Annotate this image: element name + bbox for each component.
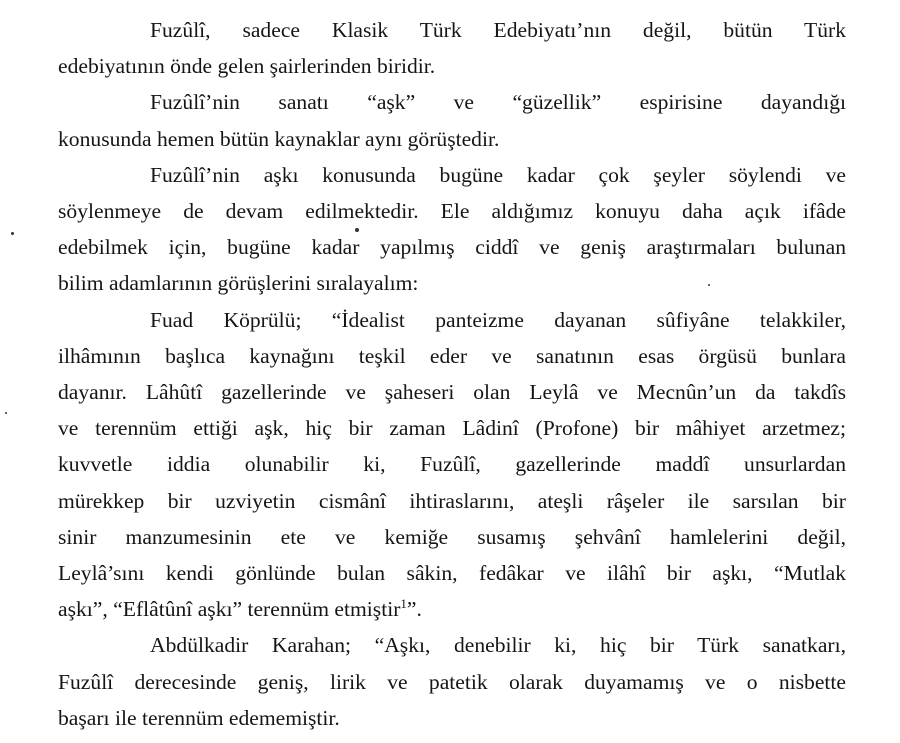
paragraph-line: Leylâ’sını kendi gönlünde bulan sâkin, fedâkar ve ilâhî bir aşkı, “Mutlak: [58, 561, 846, 586]
paragraph-line: Fuzûlî derecesinde geniş, lirik ve patetik olarak duyamamış ve o nisbette: [58, 669, 846, 694]
paragraph-line: kuvvetle iddia olunabilir ki, Fuzûlî, gazellerinde maddî unsurlardan: [58, 452, 846, 477]
paragraph-line: Fuzûlî’nin aşkı konusunda bugüne kadar çok şeyler söylendi ve: [150, 162, 846, 187]
paragraph-line-text: aşkı”, “Eflâtûnî aşkı” terennüm etmiştir: [58, 597, 401, 622]
paragraph-line: ilhâmının başlıca kaynağını teşkil eder ve sanatının esas örgüsü bunlara: [58, 343, 846, 368]
paragraph-line: Fuad Köprülü; “İdealist panteizme dayanan sûfiyâne telakkiler,: [150, 307, 846, 332]
paragraph-line: konusunda hemen bütün kaynaklar aynı görüştedir.: [58, 126, 500, 151]
paragraph-line: Fuzûlî, sadece Klasik Türk Edebiyatı’nın değil, bütün Türk: [150, 18, 846, 42]
paragraph-line: dayanır. Lâhûtî gazellerinde ve şaheseri olan Leylâ ve Mecnûn’un da takdîs: [58, 380, 846, 405]
paragraph-2: [58, 84, 846, 156]
paragraph-line: başarı ile terennüm edememiştir.: [58, 705, 340, 730]
paragraph-line: söylenmeye de devam edilmektedir. Ele aldığımız konuyu daha açık ifâde: [58, 199, 846, 224]
paragraph-last-line: [58, 591, 846, 627]
body-text: [58, 12, 846, 736]
scan-speck: [355, 228, 359, 232]
paragraph-1: [58, 12, 846, 84]
paragraph-3: [58, 157, 846, 302]
paragraph-4: [58, 302, 846, 628]
paragraph-line: ve terennüm ettiği aşk, hiç bir zaman Lâdinî (Profone) bir mâhiyet arzetmez;: [58, 416, 846, 441]
footnote-mark: 1: [400, 596, 407, 612]
scan-speck: [5, 412, 7, 414]
paragraph-line: bilim adamlarının görüşlerini sıralayalım:: [58, 271, 419, 296]
paragraph-line: Abdülkadir Karahan; “Aşkı, denebilir ki, hiç bir Türk sanatkarı,: [150, 633, 846, 658]
paragraph-line: mürekkep bir uzviyetin cismânî ihtiraslarını, ateşli râşeler ile sarsılan bir: [58, 488, 846, 513]
paragraph-line: edebilmek için, bugüne kadar yapılmış ciddî ve geniş araştırmaları bulunan: [58, 235, 846, 260]
paragraph-line: edebiyatının önde gelen şairlerinden biridir.: [58, 54, 436, 79]
scan-speck: [11, 232, 14, 235]
paragraph-line: Fuzûlî’nin sanatı “aşk” ve “güzellik” espirisine dayandığı: [150, 90, 846, 115]
scan-speck: [708, 284, 710, 286]
closing-quote: ”.: [406, 597, 422, 622]
paragraph-line: sinir manzumesinin ete ve kemiğe susamış şehvânî hamlelerini değil,: [58, 524, 846, 549]
paragraph-5: [58, 627, 846, 736]
